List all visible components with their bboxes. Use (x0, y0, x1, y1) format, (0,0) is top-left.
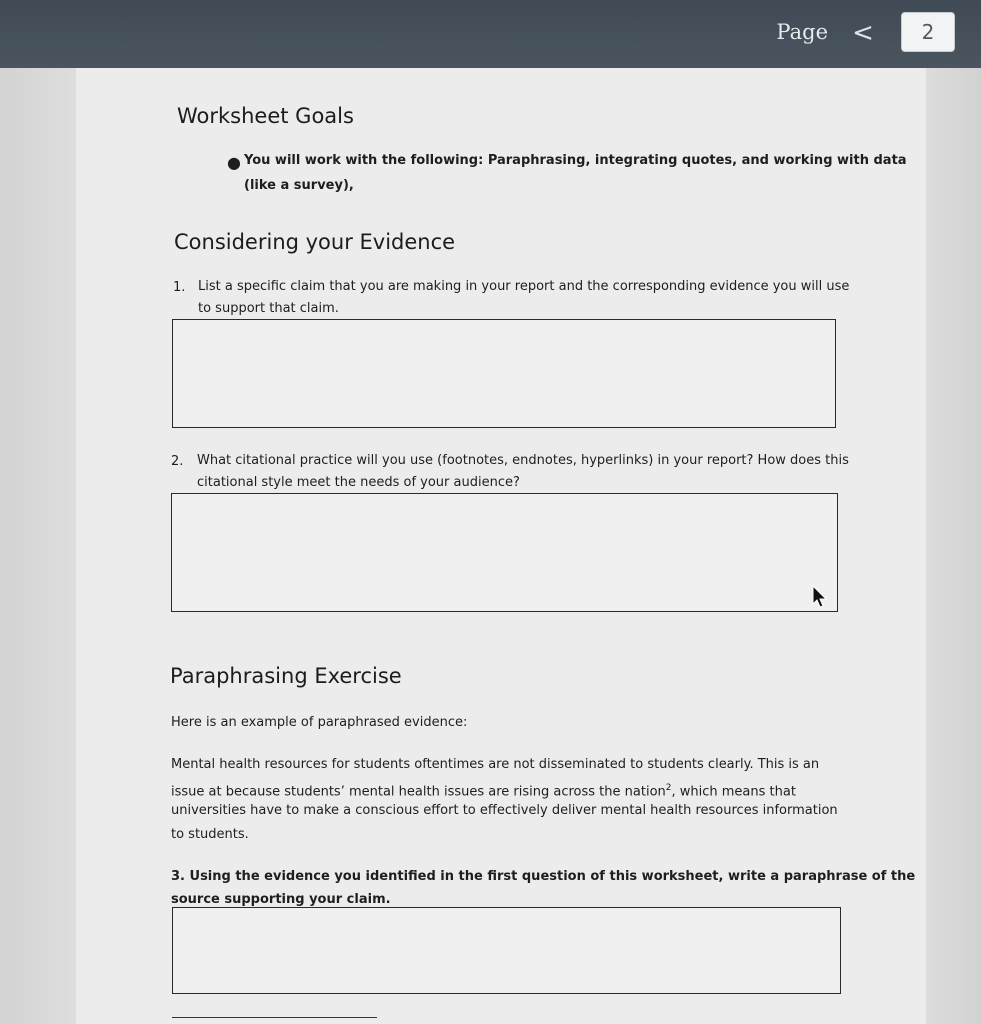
question-3-answer-box[interactable] (172, 907, 841, 994)
example-line-4: to students. (171, 827, 249, 842)
example-line-1: Mental health resources for students oftentimes are not disseminated to students clearly. This is an (171, 757, 820, 772)
question-2-line-1: What citational practice will you use (footnotes, endnotes, hyperlinks) in your report? How does this (197, 453, 849, 468)
question-2-line-2: citational style meet the needs of your audience? (197, 475, 520, 490)
example-intro: Here is an example of paraphrased evidence: (171, 715, 468, 730)
mouse-cursor-icon (812, 585, 828, 609)
question-1-line-2: to support that claim. (198, 301, 339, 316)
worksheet-goals-heading: Worksheet Goals (177, 104, 354, 128)
viewer-margin-right (926, 68, 981, 1024)
question-1-number: 1. (173, 280, 186, 295)
considering-evidence-heading: Considering your Evidence (174, 230, 456, 254)
viewer-margin-left (0, 68, 76, 1024)
question-3-line-1: 3. Using the evidence you identified in the first question of this worksheet, write a paraphrase of the (171, 869, 916, 884)
question-1-answer-box[interactable] (172, 319, 836, 428)
page-label: Page (776, 20, 828, 44)
example-line-2: issue at because students’ mental health issues are rising across the nation$^2$, which means that (171, 783, 796, 800)
page-number-input[interactable]: 2 (901, 12, 955, 52)
goals-bullet-line-1: You will work with the following: Paraphrasing, integrating quotes, and working with data (244, 153, 907, 168)
paraphrasing-exercise-heading: Paraphrasing Exercise (170, 664, 402, 688)
question-2-answer-box[interactable] (171, 493, 838, 612)
bullet-icon: ● (227, 153, 241, 172)
goals-bullet-line-2: (like a survey), (244, 178, 354, 193)
question-3-line-2: source supporting your claim. (171, 892, 391, 907)
previous-page-icon[interactable]: < (852, 18, 874, 48)
question-1-line-1: List a specific claim that you are making in your report and the corresponding evidence you will use (198, 279, 850, 294)
example-line-3: universities have to make a conscious effort to effectively deliver mental health resources information (171, 803, 838, 818)
footnote-separator (172, 1017, 377, 1018)
question-2-number: 2. (171, 454, 184, 469)
viewer-toolbar (0, 0, 981, 68)
